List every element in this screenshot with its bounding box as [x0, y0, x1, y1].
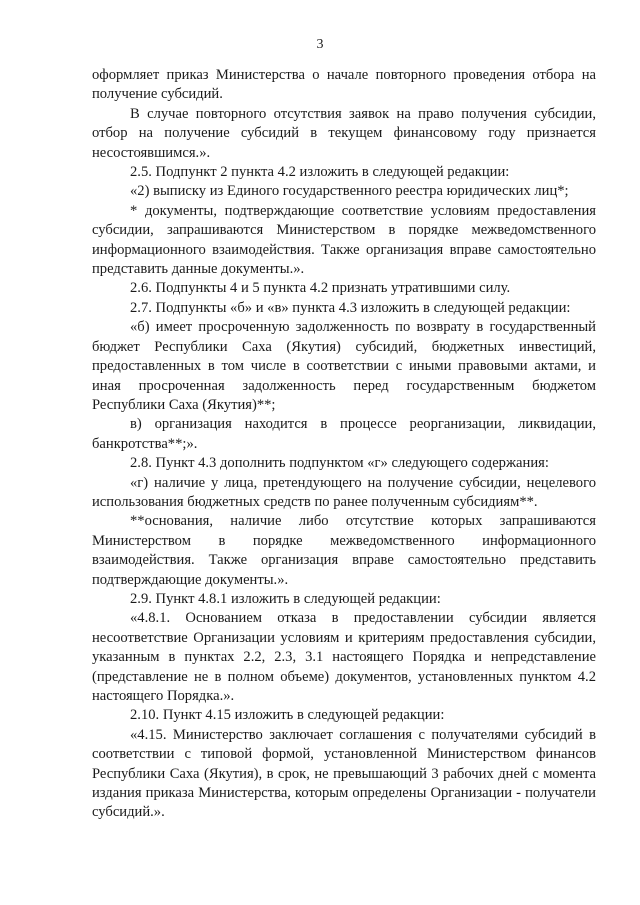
paragraph-footnote-grounds: **основания, наличие либо отсутствие которых запрашиваются Министерством в порядке межведомственного информационного взаимодействия. Также организация вправе самостоятельно представить подтверждающие документы.». [92, 513, 596, 588]
paragraph-2-5: 2.5. Подпункт 2 пункта 4.2 изложить в следующей редакции: [130, 164, 510, 181]
paragraph-subitem-g: «г) наличие у лица, претендующего на получение субсидии, нецелевого использования бюджетных средств по ранее полученным субсидиям**. [92, 474, 596, 510]
paragraph-subitem-b: «б) имеет просроченную задолженность по возврату в государственный бюджет Республики Саха (Якутия) субсидий, бюджетных инвестиций, предоставленных в том числе в соответствии с иными правовыми актами, и иная просроченная задолженность перед государственным бюджетом Республики Саха (Якутия)**; [92, 319, 596, 413]
paragraph-subitem-v: в) организация находится в процессе реорганизации, ликвидации, банкротства**;». [92, 416, 596, 452]
document-body [92, 66, 596, 823]
paragraph-2-8: 2.8. Пункт 4.3 дополнить подпунктом «г» следующего содержания: [130, 455, 549, 472]
paragraph-2-7: 2.7. Подпункты «б» и «в» пункта 4.3 изложить в следующей редакции: [130, 299, 571, 316]
paragraph-2-6: 2.6. Подпункты 4 и 5 пункта 4.2 признать утратившими силу. [130, 280, 511, 297]
paragraph-4-8-1: «4.8.1. Основанием отказа в предоставлении субсидии является несоответствие Организации условиям и критериям предоставления субсидии, указанным в пунктах 2.2, 2.3, 3.1 настоящего Порядка и непредставление (представление не в полном объеме) документов, установленных пунктом 4.2 настоящего Порядка.». [92, 610, 596, 704]
page-number: 3 [316, 37, 324, 52]
paragraph-2-9: 2.9. Пункт 4.8.1 изложить в следующей редакции: [130, 590, 441, 607]
paragraph-2-10: 2.10. Пункт 4.15 изложить в следующей редакции: [130, 707, 445, 724]
paragraph-continuation: оформляет приказ Министерства о начале повторного проведения отбора на получение субсидий. [92, 67, 596, 103]
paragraph-no-applications: В случае повторного отсутствия заявок на право получения субсидии, отбор на получение субсидий в текущем финансовому году признается несостоявшимся.». [92, 105, 596, 161]
paragraph-4-15: «4.15. Министерство заключает соглашения с получателями субсидий в соответствии с типовой формой, установленной Министерством финансов Республики Саха (Якутия), в срок, не превышающий 3 рабочих дней с момента издания приказа Министерства, которым определены Организации - получатели субсидий.». [92, 726, 596, 821]
paragraph-subitem-2: «2) выписку из Единого государственного реестра юридических лиц*; [130, 183, 569, 200]
paragraph-footnote-documents: * документы, подтверждающие соответствие условиям предоставления субсидии, запрашиваются Министерством в порядке межведомственного информационного взаимодействия. Также организация вправе самостоятельно представить данные документы.». [92, 202, 596, 278]
